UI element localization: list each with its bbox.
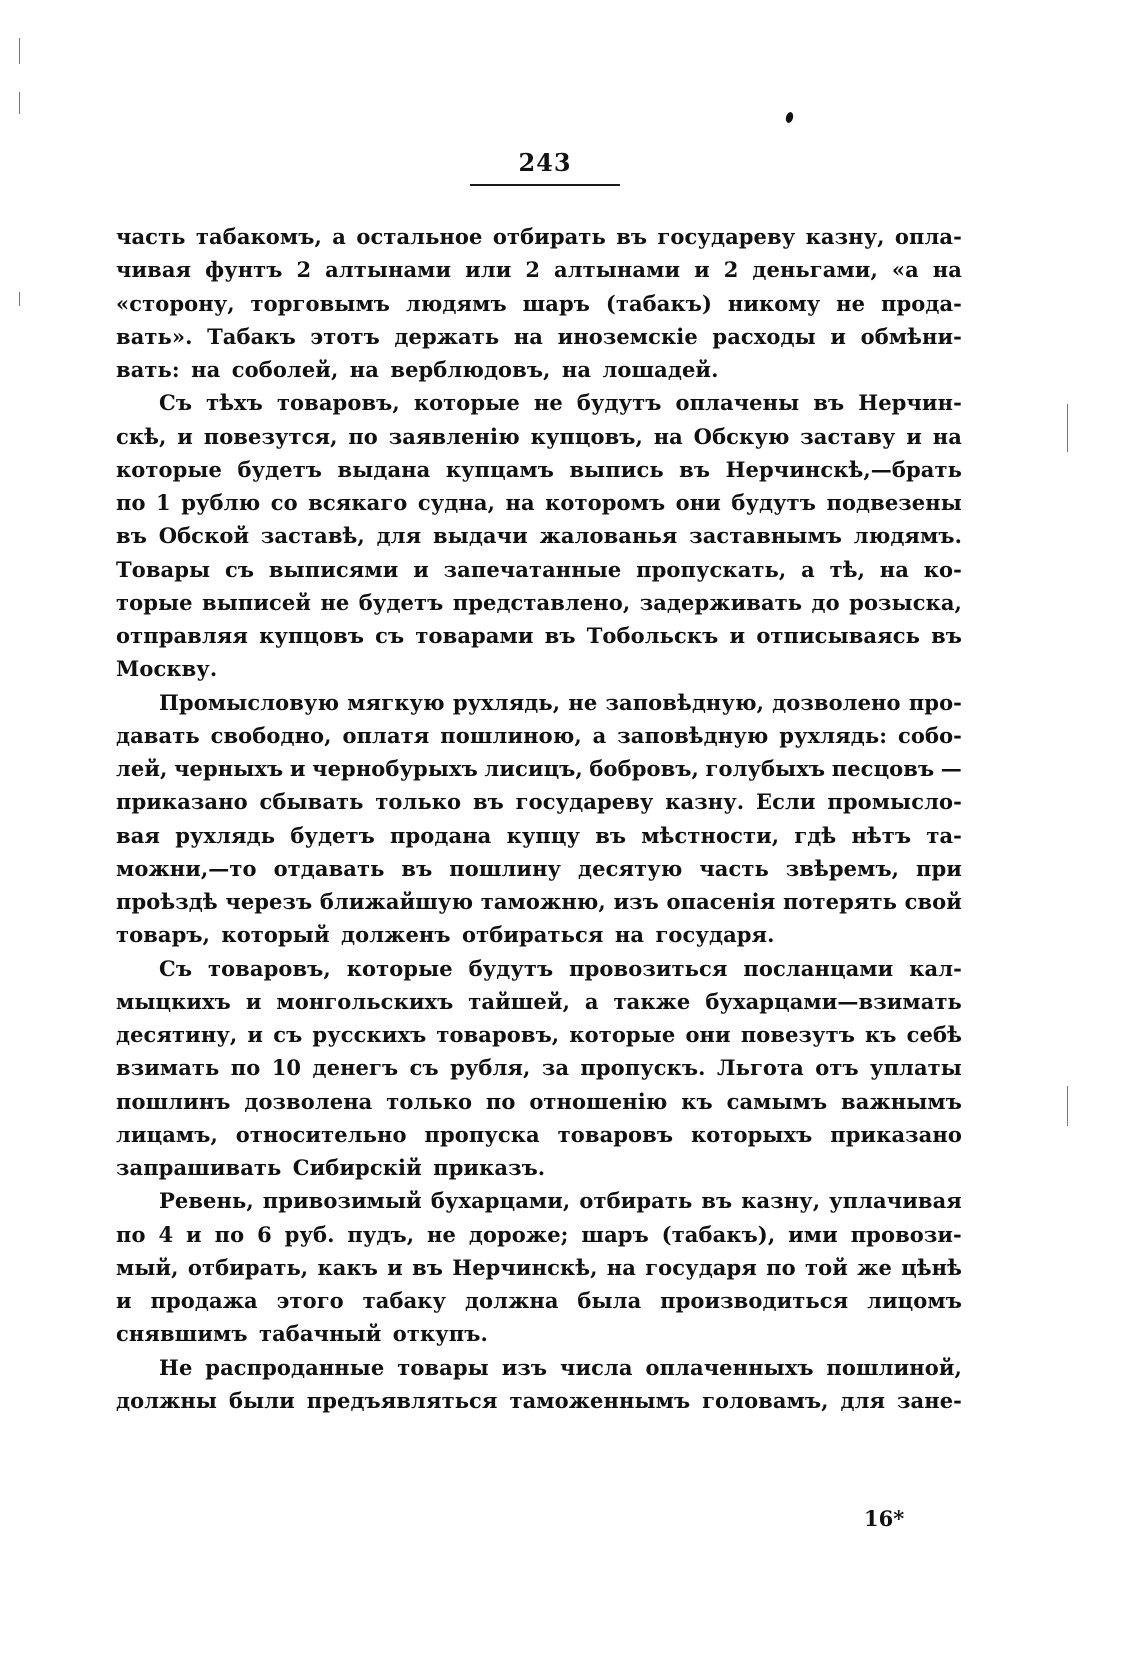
text-line: отправляя купцовъ съ товарами въ Тобольскъ и отписываясь въ: [116, 623, 962, 648]
text-line: мыцкихъ и монгольскихъ тайшей, а также бухарцами—взимать: [116, 988, 962, 1014]
text-line: давать свободно, оплатя пошлиною, а заповѣдную рухлядь: собо-: [116, 722, 962, 748]
scan-margin-mark: [1067, 404, 1068, 452]
text-line: Ревень, привозимый бухарцами, отбирать въ казну, уплачивая: [159, 1188, 962, 1214]
text-line: запрашивать Сибирскій приказъ.: [116, 1155, 546, 1180]
text-line: проѣздѣ черезъ ближайшую таможню, изъ опасенія потерять свой: [116, 889, 962, 914]
text-line: можни,—то отдавать въ пошлину десятую часть звѣремъ, при: [116, 855, 962, 881]
scan-margin-mark: [19, 92, 20, 114]
text-line: снявшимъ табачный откупъ.: [116, 1321, 488, 1347]
scan-margin-mark: [19, 292, 20, 306]
text-line: по 4 и по 6 руб. пудъ, не дороже; шаръ (табакъ), ими провози-: [116, 1221, 962, 1247]
page-number: 243: [518, 148, 572, 177]
text-line: должны были предъявляться таможеннымъ головамъ, для зане-: [116, 1387, 962, 1413]
ink-dot: [785, 111, 795, 123]
text-line: по 1 рублю со всякаго судна, на которомъ они будутъ подвезены: [116, 490, 962, 515]
page-number-rule: [470, 184, 620, 186]
scan-margin-mark: [19, 38, 20, 64]
text-line: «сторону, торговымъ людямъ шаръ (табакъ) никому не прода-: [116, 290, 962, 316]
text-line: Москву.: [116, 656, 218, 682]
text-line: Товары съ выписями и запечатанные пропускать, а тѣ, на ко-: [116, 556, 962, 582]
text-line: десятину, и съ русскихъ товаровъ, которые они повезутъ къ себѣ: [116, 1022, 962, 1047]
text-line: пошлинъ дозволена только по отношенію къ самымъ важнымъ: [116, 1088, 962, 1114]
text-line: лицамъ, относительно пропуска товаровъ которыхъ приказано: [116, 1121, 962, 1147]
text-line: часть табакомъ, а остальное отбирать въ государеву казну, опла-: [116, 224, 962, 249]
scan-margin-mark: [1067, 1086, 1068, 1126]
text-line: мый, отбирать, какъ и въ Нерчинскѣ, на государя по той же цѣнѣ: [116, 1254, 962, 1280]
text-line: приказано сбывать только въ государеву казну. Если промысло-: [116, 789, 962, 815]
text-line: Не распроданные товары изъ числа оплаченныхъ пошлиной,: [159, 1354, 962, 1380]
text-line: въ Обской заставѣ, для выдачи жалованья заставнымъ людямъ.: [116, 523, 962, 549]
text-line: которые будетъ выдана купцамъ выпись въ Нерчинскѣ,—брать: [116, 456, 962, 482]
text-line: вать». Табакъ этотъ держать на иноземскіе расходы и обмѣни-: [116, 323, 962, 349]
body-text: [116, 220, 962, 1417]
text-line: и продажа этого табаку должна была производиться лицомъ: [116, 1288, 962, 1313]
text-line: вая рухлядь будетъ продана купцу въ мѣстности, гдѣ нѣтъ та-: [116, 822, 962, 848]
signature-mark: 16*: [864, 1506, 905, 1531]
text-line: Съ тѣхъ товаровъ, которые не будутъ оплачены въ Нерчин-: [159, 390, 962, 416]
text-line: вать: на соболей, на верблюдовъ, на лошадей.: [116, 357, 719, 382]
text-line: Промысловую мягкую рухлядь, не заповѣдную, дозволено про-: [159, 689, 962, 715]
text-line: торые выписей не будетъ представлено, задерживать до розыска,: [116, 589, 962, 615]
text-line: товаръ, который долженъ отбираться на государя.: [116, 922, 775, 948]
text-line: лей, черныхъ и чернобурыхъ лисицъ, бобровъ, голубыхъ песцовъ —: [116, 756, 962, 781]
text-line: Съ товаровъ, которые будутъ провозиться посланцами кал-: [159, 955, 962, 981]
text-line: чивая фунтъ 2 алтынами или 2 алтынами и 2 деньгами, «а на: [116, 257, 962, 283]
text-line: скѣ, и повезутся, по заявленію купцовъ, на Обскую заставу и на: [116, 423, 962, 449]
text-line: взимать по 10 денегъ съ рубля, за пропускъ. Льгота отъ уплаты: [116, 1055, 962, 1081]
